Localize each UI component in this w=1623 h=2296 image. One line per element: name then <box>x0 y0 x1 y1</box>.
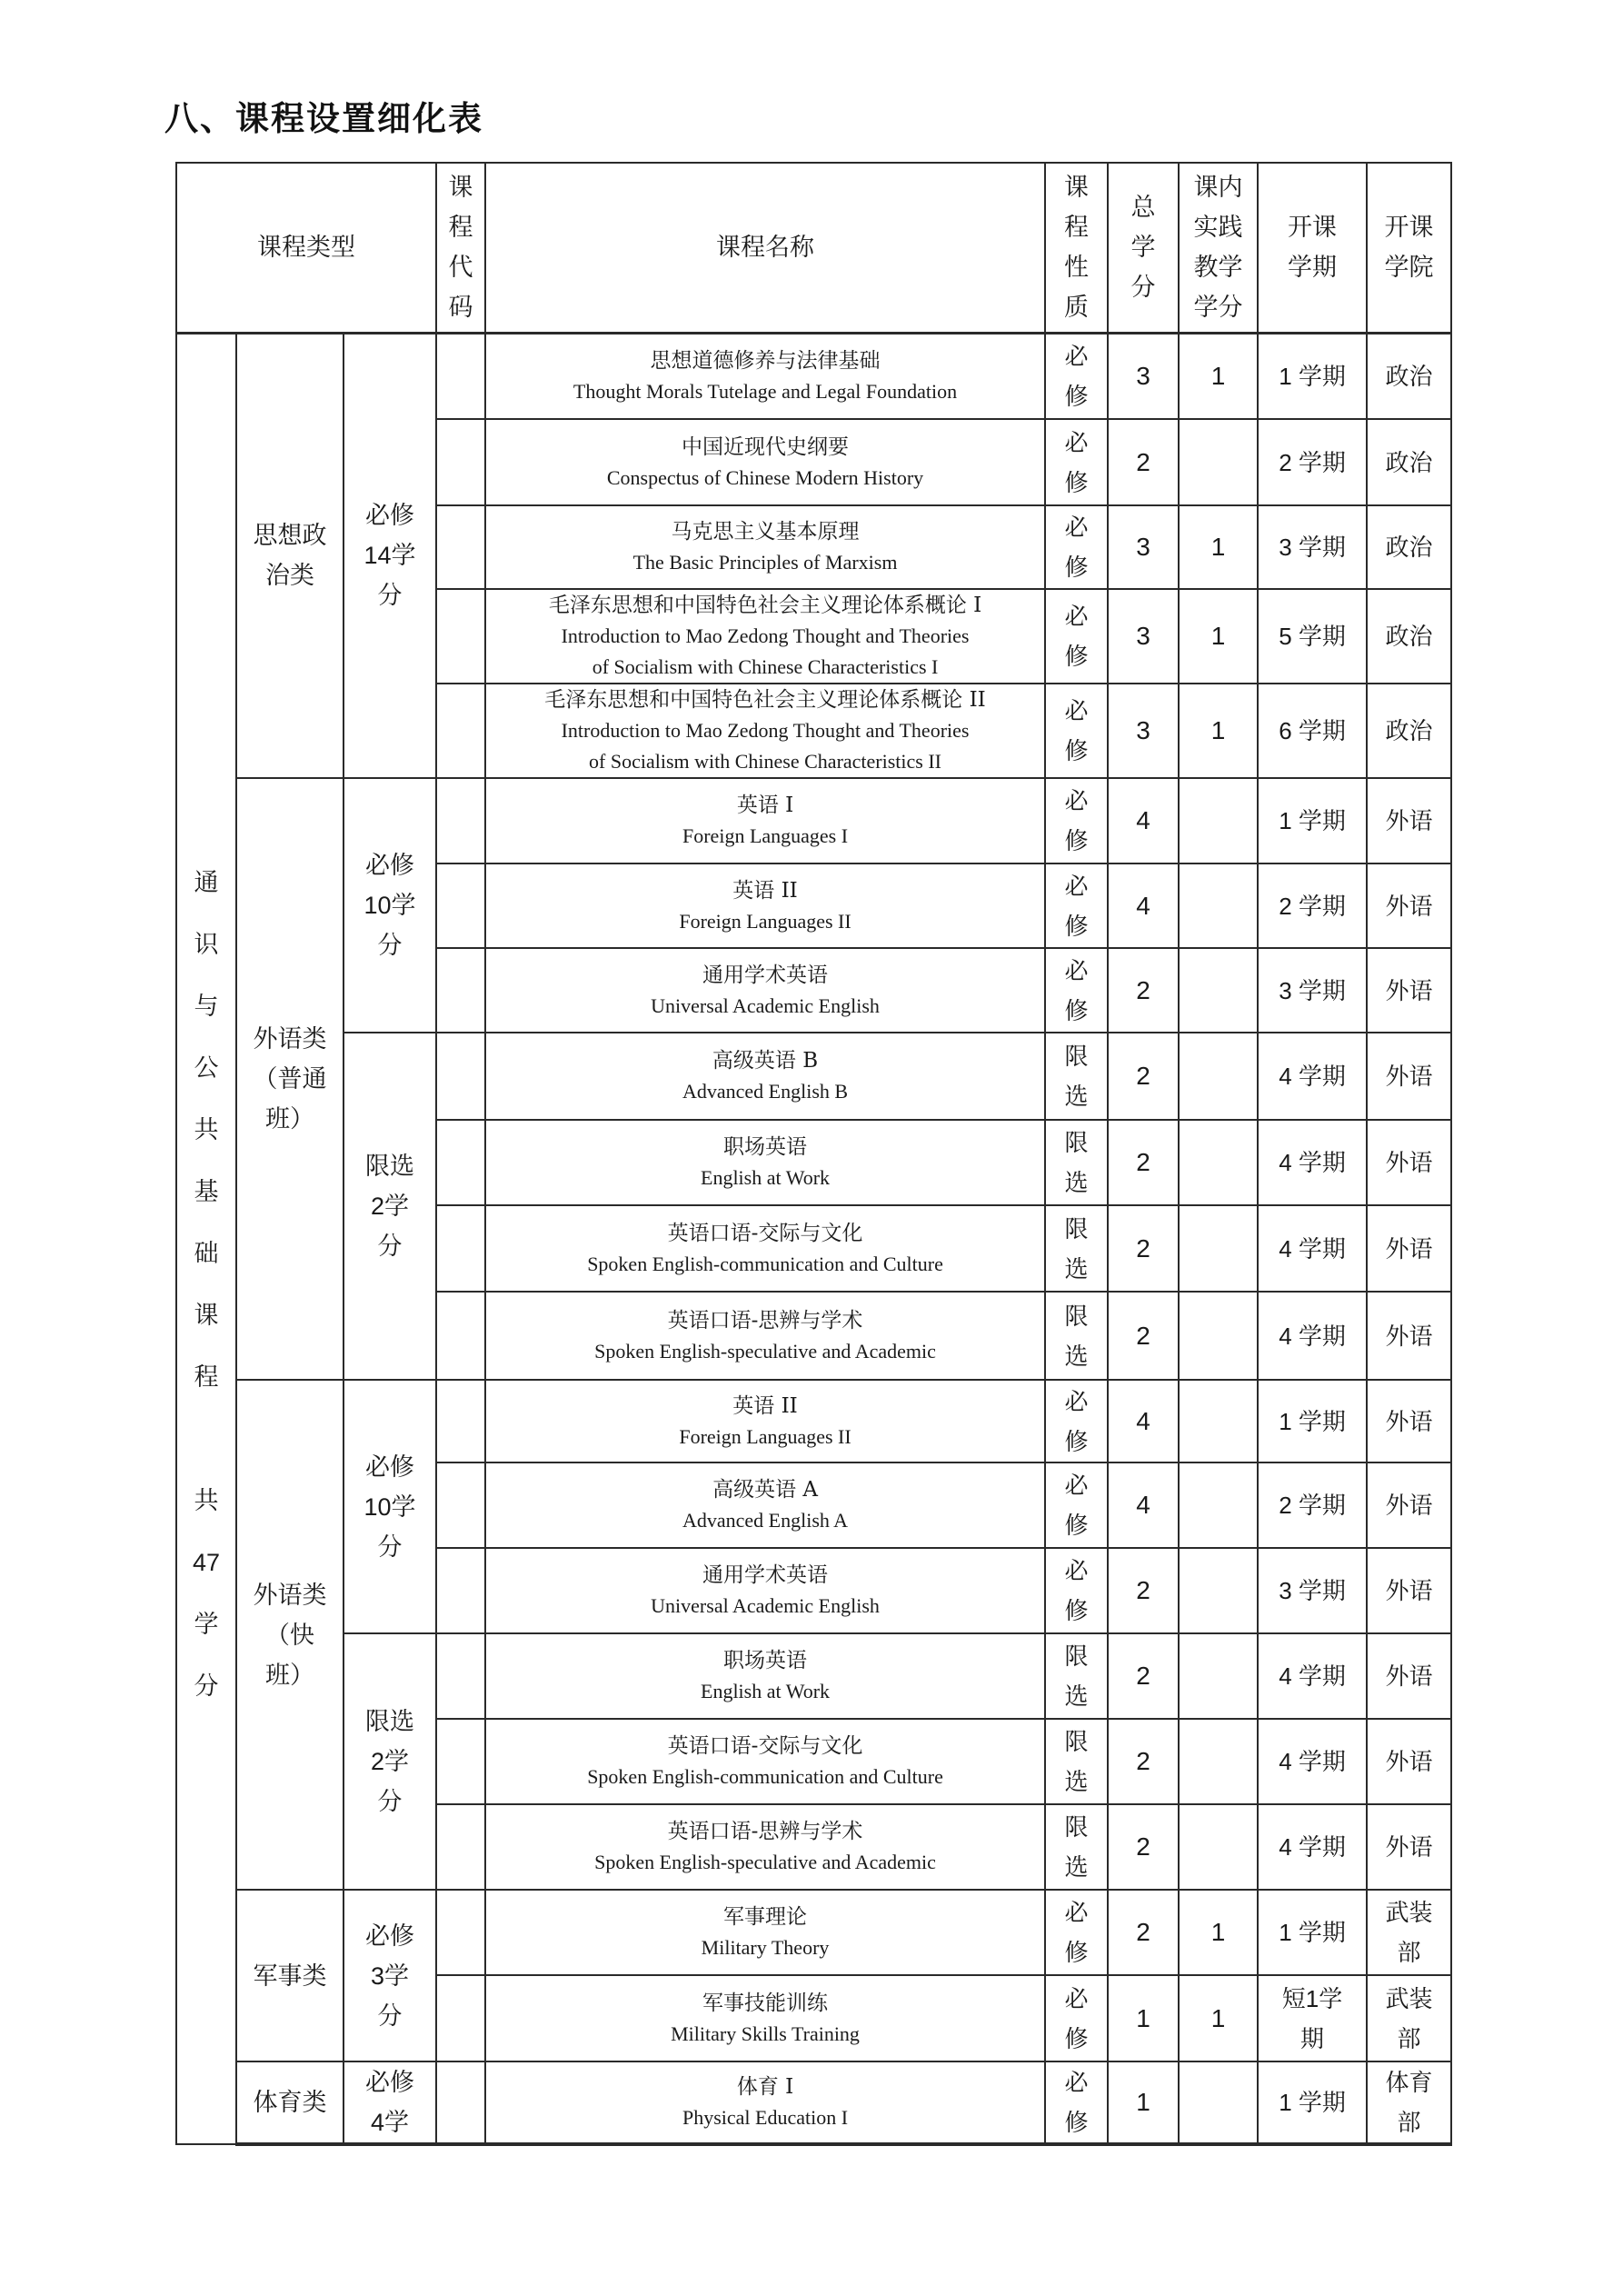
course-nature-cell: 必 修 <box>1045 419 1108 505</box>
college-cell: 外语 <box>1367 1120 1451 1205</box>
requirement-cell: 必修 4学 <box>344 2061 436 2144</box>
course-code-cell <box>436 1890 485 1975</box>
course-code-cell <box>436 333 485 419</box>
total-credits-cell: 2 <box>1108 1292 1179 1380</box>
college-cell: 外语 <box>1367 863 1451 948</box>
total-credits-cell: 4 <box>1108 778 1179 863</box>
course-code-cell <box>436 2061 485 2144</box>
course-nature-cell: 限 选 <box>1045 1292 1108 1380</box>
semester-cell: 4 学期 <box>1258 1033 1367 1120</box>
course-name-cell <box>485 2061 1045 2144</box>
practice-credits-cell <box>1179 1380 1258 1462</box>
college-cell: 外语 <box>1367 1380 1451 1462</box>
course-name-cell <box>485 1804 1045 1890</box>
practice-credits-cell: 1 <box>1179 589 1258 684</box>
course-name-zh: 思想道德修养与法律基础 <box>650 348 881 373</box>
course-name-en: Spoken English-speculative and Academic <box>594 1851 936 1873</box>
course-name-cell <box>485 1975 1045 2061</box>
semester-cell: 4 学期 <box>1258 1120 1367 1205</box>
course-code-cell <box>436 948 485 1033</box>
table-header-row <box>176 163 1451 333</box>
course-name-cell <box>485 863 1045 948</box>
practice-credits-cell: 1 <box>1179 684 1258 778</box>
header-college: 开课 学院 <box>1367 163 1451 333</box>
course-name-zh: 毛泽东思想和中国特色社会主义理论体系概论 II <box>544 688 986 712</box>
college-cell: 外语 <box>1367 1292 1451 1380</box>
college-cell: 外语 <box>1367 1804 1451 1890</box>
course-code-cell <box>436 1205 485 1292</box>
total-credits-cell: 2 <box>1108 1804 1179 1890</box>
requirement-cell: 必修 10学 分 <box>344 778 436 1033</box>
subcategory-cell: 体育类 <box>236 2061 344 2144</box>
semester-cell: 4 学期 <box>1258 1804 1367 1890</box>
semester-cell: 2 学期 <box>1258 1462 1367 1548</box>
course-name-zh: 高级英语 B <box>712 1049 819 1073</box>
course-name-cell <box>485 684 1045 778</box>
course-code-cell <box>436 684 485 778</box>
practice-credits-cell <box>1179 1719 1258 1804</box>
course-name-cell <box>485 1890 1045 1975</box>
course-code-cell <box>436 1804 485 1890</box>
total-credits-cell: 2 <box>1108 1890 1179 1975</box>
course-row <box>176 1033 1451 1120</box>
course-row <box>176 333 1451 419</box>
course-name-zh: 高级英语 A <box>712 1478 818 1502</box>
course-name-en: Foreign Languages II <box>679 1424 851 1448</box>
course-name-en: Introduction to Mao Zedong Thought and Theories of Socialism with Chinese Characteristics I <box>561 624 970 678</box>
college-cell: 外语 <box>1367 1033 1451 1120</box>
college-cell: 武装 部 <box>1367 1975 1451 2061</box>
course-row <box>176 1890 1451 1975</box>
header-course-nature: 课 程 性 质 <box>1045 163 1108 333</box>
course-name-zh: 英语口语-思辨与学术 <box>667 1308 863 1333</box>
semester-cell: 短1学 期 <box>1258 1975 1367 2061</box>
course-nature-cell: 必 修 <box>1045 333 1108 419</box>
course-nature-cell: 必 修 <box>1045 778 1108 863</box>
semester-cell: 6 学期 <box>1258 684 1367 778</box>
practice-credits-cell <box>1179 1120 1258 1205</box>
semester-cell: 3 学期 <box>1258 948 1367 1033</box>
practice-credits-cell <box>1179 948 1258 1033</box>
course-name-cell <box>485 1205 1045 1292</box>
practice-credits-cell <box>1179 863 1258 948</box>
college-cell: 政治 <box>1367 505 1451 589</box>
semester-cell: 4 学期 <box>1258 1205 1367 1292</box>
practice-credits-cell: 1 <box>1179 333 1258 419</box>
course-nature-cell: 必 修 <box>1045 1380 1108 1462</box>
course-name-zh: 职场英语 <box>723 1649 808 1672</box>
header-practice-credits: 课内 实践 教学 学分 <box>1179 163 1258 333</box>
practice-credits-cell <box>1179 1462 1258 1548</box>
page-title: 八、课程设置细化表 <box>164 100 483 137</box>
total-credits-cell: 3 <box>1108 333 1179 419</box>
semester-cell: 4 学期 <box>1258 1292 1367 1380</box>
course-code-cell <box>436 1633 485 1719</box>
course-code-cell <box>436 1462 485 1548</box>
course-code-cell <box>436 1975 485 2061</box>
course-name-en: Military Theory <box>701 1936 830 1959</box>
course-nature-cell: 必 修 <box>1045 948 1108 1033</box>
course-name-en: Thought Morals Tutelage and Legal Foundation <box>573 379 958 403</box>
college-cell: 外语 <box>1367 1205 1451 1292</box>
course-code-cell <box>436 778 485 863</box>
course-name-en: Military Skills Training <box>671 2021 860 2045</box>
total-credits-cell: 3 <box>1108 589 1179 684</box>
semester-cell: 3 学期 <box>1258 1548 1367 1633</box>
total-credits-cell: 2 <box>1108 419 1179 505</box>
requirement-cell: 必修 14学 分 <box>344 333 436 778</box>
practice-credits-cell <box>1179 1633 1258 1719</box>
course-nature-cell: 限 选 <box>1045 1804 1108 1890</box>
course-name-en: Spoken English-speculative and Academic <box>594 1339 936 1363</box>
course-name-cell <box>485 948 1045 1033</box>
college-cell: 体育 部 <box>1367 2061 1451 2144</box>
course-row <box>176 1633 1451 1719</box>
course-name-en: Advanced English A <box>682 1509 849 1532</box>
total-credits-cell: 2 <box>1108 1205 1179 1292</box>
course-row <box>176 1380 1451 1462</box>
course-name-cell <box>485 589 1045 684</box>
total-credits-cell: 2 <box>1108 1633 1179 1719</box>
college-cell: 外语 <box>1367 1719 1451 1804</box>
total-credits-cell: 3 <box>1108 684 1179 778</box>
course-nature-cell: 限 选 <box>1045 1205 1108 1292</box>
semester-cell: 2 学期 <box>1258 863 1367 948</box>
practice-credits-cell <box>1179 1205 1258 1292</box>
course-name-zh: 英语 I <box>736 794 794 817</box>
course-name-en: Universal Academic English <box>651 993 880 1017</box>
semester-cell: 1 学期 <box>1258 2061 1367 2144</box>
course-code-cell <box>436 589 485 684</box>
total-credits-cell: 3 <box>1108 505 1179 589</box>
total-credits-cell: 2 <box>1108 1548 1179 1633</box>
course-code-cell <box>436 1120 485 1205</box>
header-semester: 开课 学期 <box>1258 163 1367 333</box>
course-name-cell <box>485 1633 1045 1719</box>
total-credits-cell: 2 <box>1108 948 1179 1033</box>
college-cell: 政治 <box>1367 589 1451 684</box>
curriculum-table <box>175 162 1452 2146</box>
course-name-cell <box>485 1120 1045 1205</box>
course-nature-cell: 限 选 <box>1045 1120 1108 1205</box>
course-name-cell <box>485 1292 1045 1380</box>
college-cell: 武装 部 <box>1367 1890 1451 1975</box>
course-name-zh: 职场英语 <box>723 1135 808 1159</box>
header-course-code: 课 程 代 码 <box>436 163 485 333</box>
course-name-en: Universal Academic English <box>651 1594 880 1617</box>
course-code-cell <box>436 1380 485 1462</box>
course-name-cell <box>485 1462 1045 1548</box>
course-name-zh: 体育 I <box>736 2075 794 2099</box>
course-name-en: Introduction to Mao Zedong Thought and Theories of Socialism with Chinese Characteristics II <box>561 719 970 773</box>
semester-cell: 1 学期 <box>1258 778 1367 863</box>
course-name-cell <box>485 1380 1045 1462</box>
course-nature-cell: 必 修 <box>1045 1975 1108 2061</box>
course-name-en: Conspectus of Chinese Modern History <box>606 465 924 489</box>
course-name-zh: 英语口语-思辨与学术 <box>667 1820 863 1843</box>
subcategory-cell: 外语类 （普通 班） <box>236 778 344 1380</box>
requirement-cell: 限选 2学 分 <box>344 1033 436 1380</box>
requirement-cell: 限选 2学 分 <box>344 1633 436 1890</box>
subcategory-cell: 外语类 （快 班） <box>236 1380 344 1890</box>
total-credits-cell: 4 <box>1108 863 1179 948</box>
total-credits-cell: 2 <box>1108 1033 1179 1120</box>
course-name-en: Foreign Languages I <box>682 824 849 847</box>
semester-cell: 3 学期 <box>1258 505 1367 589</box>
semester-cell: 1 学期 <box>1258 333 1367 419</box>
course-code-cell <box>436 505 485 589</box>
semester-cell: 4 学期 <box>1258 1633 1367 1719</box>
total-credits-cell: 4 <box>1108 1380 1179 1462</box>
course-nature-cell: 必 修 <box>1045 2061 1108 2144</box>
category-cell: 通 识 与 公 共 基 础 课 程 共 47 学 分 <box>176 333 236 2144</box>
course-code-cell <box>436 1719 485 1804</box>
course-name-zh: 军事技能训练 <box>702 1991 829 2015</box>
total-credits-cell: 1 <box>1108 1975 1179 2061</box>
course-name-zh: 中国近现代史纲要 <box>682 434 850 459</box>
course-name-en: Spoken English-communication and Culture <box>587 1252 943 1275</box>
course-nature-cell: 限 选 <box>1045 1719 1108 1804</box>
course-name-cell <box>485 778 1045 863</box>
practice-credits-cell <box>1179 2061 1258 2144</box>
header-course-type: 课程类型 <box>176 163 436 333</box>
header-course-name: 课程名称 <box>485 163 1045 333</box>
course-code-cell <box>436 419 485 505</box>
course-code-cell <box>436 1292 485 1380</box>
course-name-zh: 军事理论 <box>723 1905 808 1929</box>
course-code-cell <box>436 863 485 948</box>
practice-credits-cell: 1 <box>1179 505 1258 589</box>
practice-credits-cell <box>1179 1804 1258 1890</box>
course-name-cell <box>485 505 1045 589</box>
course-name-en: English at Work <box>701 1166 831 1189</box>
practice-credits-cell <box>1179 419 1258 505</box>
course-nature-cell: 必 修 <box>1045 1462 1108 1548</box>
course-name-en: Foreign Languages II <box>679 909 851 933</box>
course-nature-cell: 必 修 <box>1045 1890 1108 1975</box>
practice-credits-cell <box>1179 1033 1258 1120</box>
course-name-cell <box>485 1719 1045 1804</box>
course-name-zh: 英语口语-交际与文化 <box>667 1734 863 1758</box>
college-cell: 政治 <box>1367 684 1451 778</box>
course-nature-cell: 必 修 <box>1045 505 1108 589</box>
course-code-cell <box>436 1548 485 1633</box>
practice-credits-cell <box>1179 1292 1258 1380</box>
course-nature-cell: 必 修 <box>1045 1548 1108 1633</box>
semester-cell: 4 学期 <box>1258 1719 1367 1804</box>
course-name-cell <box>485 1548 1045 1633</box>
total-credits-cell: 1 <box>1108 2061 1179 2144</box>
course-name-zh: 通用学术英语 <box>702 1563 829 1587</box>
course-name-zh: 英语口语-交际与文化 <box>667 1221 863 1245</box>
course-name-zh: 通用学术英语 <box>702 963 829 987</box>
practice-credits-cell: 1 <box>1179 1975 1258 2061</box>
course-name-en: Advanced English B <box>682 1080 849 1103</box>
requirement-cell: 必修 3学 分 <box>344 1890 436 2061</box>
course-name-zh: 毛泽东思想和中国特色社会主义理论体系概论 I <box>548 594 982 617</box>
college-cell: 外语 <box>1367 1548 1451 1633</box>
college-cell: 政治 <box>1367 419 1451 505</box>
subcategory-cell: 军事类 <box>236 1890 344 2061</box>
college-cell: 外语 <box>1367 948 1451 1033</box>
course-name-zh: 英语 II <box>732 1393 798 1418</box>
course-nature-cell: 必 修 <box>1045 863 1108 948</box>
course-nature-cell: 限 选 <box>1045 1033 1108 1120</box>
semester-cell: 1 学期 <box>1258 1380 1367 1462</box>
practice-credits-cell <box>1179 778 1258 863</box>
total-credits-cell: 4 <box>1108 1462 1179 1548</box>
course-nature-cell: 限 选 <box>1045 1633 1108 1719</box>
course-name-en: Spoken English-communication and Culture <box>587 1765 943 1788</box>
course-name-en: The Basic Principles of Marxism <box>632 551 898 574</box>
requirement-cell: 必修 10学 分 <box>344 1380 436 1633</box>
semester-cell: 5 学期 <box>1258 589 1367 684</box>
total-credits-cell: 2 <box>1108 1120 1179 1205</box>
course-name-cell <box>485 333 1045 419</box>
course-nature-cell: 必 修 <box>1045 589 1108 684</box>
total-credits-cell: 2 <box>1108 1719 1179 1804</box>
practice-credits-cell <box>1179 1548 1258 1633</box>
course-name-cell <box>485 1033 1045 1120</box>
college-cell: 外语 <box>1367 778 1451 863</box>
semester-cell: 1 学期 <box>1258 1890 1367 1975</box>
course-row <box>176 2061 1451 2144</box>
course-name-en: Physical Education I <box>682 2106 849 2129</box>
practice-credits-cell: 1 <box>1179 1890 1258 1975</box>
course-code-cell <box>436 1033 485 1120</box>
college-cell: 外语 <box>1367 1462 1451 1548</box>
header-total-credits: 总 学 分 <box>1108 163 1179 333</box>
college-cell: 外语 <box>1367 1633 1451 1719</box>
semester-cell: 2 学期 <box>1258 419 1367 505</box>
course-nature-cell: 必 修 <box>1045 684 1108 778</box>
college-cell: 政治 <box>1367 333 1451 419</box>
course-name-zh: 马克思主义基本原理 <box>671 520 860 544</box>
course-name-zh: 英语 II <box>732 878 798 903</box>
course-row <box>176 778 1451 863</box>
subcategory-cell: 思想政 治类 <box>236 333 344 778</box>
course-name-en: English at Work <box>701 1680 831 1702</box>
course-name-cell <box>485 419 1045 505</box>
